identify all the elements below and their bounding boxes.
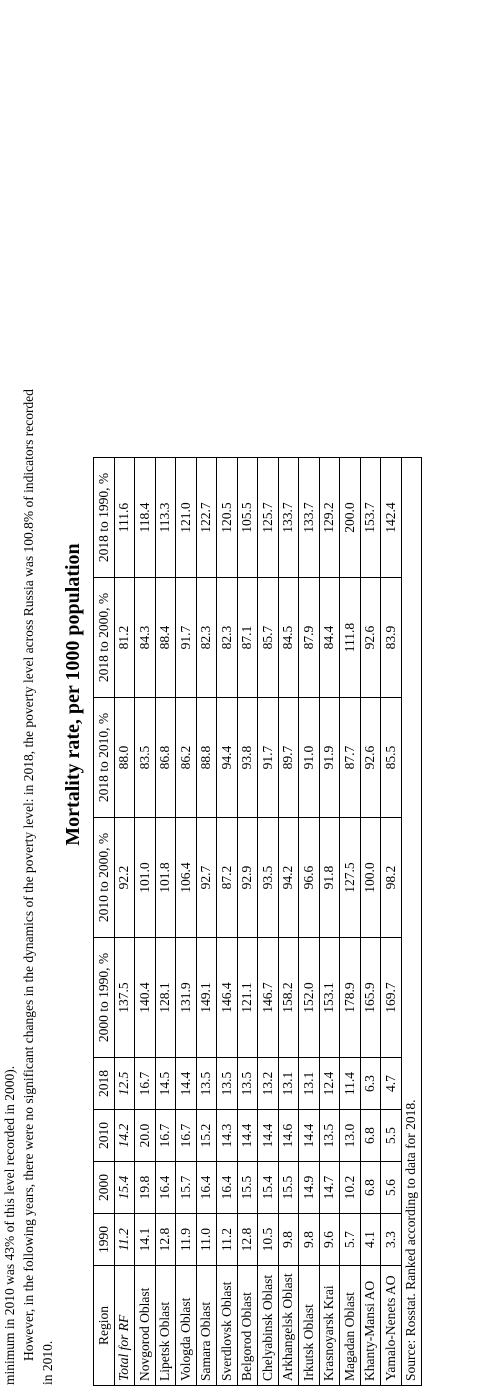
value-cell: 165.9 [360, 938, 381, 1058]
value-cell: 13.5 [217, 1058, 238, 1110]
value-cell: 14.4 [176, 1058, 197, 1110]
value-cell: 149.1 [196, 938, 217, 1058]
value-cell: 20.0 [135, 1110, 156, 1162]
value-cell: 11.9 [176, 1214, 197, 1266]
value-cell: 178.9 [340, 938, 361, 1058]
value-cell: 15.4 [258, 1162, 279, 1214]
value-cell: 81.2 [114, 578, 135, 698]
value-cell: 9.8 [278, 1214, 299, 1266]
value-cell: 6.8 [360, 1110, 381, 1162]
value-cell: 92.6 [360, 578, 381, 698]
value-cell: 131.9 [176, 938, 197, 1058]
table-row [360, 458, 381, 1386]
value-cell: 13.0 [340, 1110, 361, 1162]
value-cell: 15.2 [196, 1110, 217, 1162]
value-cell: 152.0 [299, 938, 320, 1058]
region-cell: Sverdlovsk Oblast [217, 1266, 238, 1386]
value-cell: 4.7 [381, 1058, 402, 1110]
region-cell: Lipetsk Oblast [155, 1266, 176, 1386]
source-row [401, 458, 422, 1386]
value-cell: 16.4 [155, 1162, 176, 1214]
value-cell: 15.5 [278, 1162, 299, 1214]
value-cell: 15.4 [114, 1162, 135, 1214]
value-cell: 146.7 [258, 938, 279, 1058]
value-cell: 10.2 [340, 1162, 361, 1214]
value-cell: 88.8 [196, 698, 217, 818]
value-cell: 11.4 [340, 1058, 361, 1110]
value-cell: 129.2 [319, 458, 340, 578]
value-cell: 87.7 [340, 698, 361, 818]
value-cell: 5.7 [340, 1214, 361, 1266]
column-header: 2018 to 1990, % [94, 458, 115, 578]
value-cell: 101.0 [135, 818, 156, 938]
value-cell: 146.4 [217, 938, 238, 1058]
value-cell: 19.8 [135, 1162, 156, 1214]
value-cell: 96.6 [299, 818, 320, 938]
value-cell: 92.2 [114, 818, 135, 938]
table-row [135, 458, 156, 1386]
value-cell: 128.1 [155, 938, 176, 1058]
column-header: 2000 to 1990, % [94, 938, 115, 1058]
value-cell: 93.8 [237, 698, 258, 818]
column-header: 2018 [94, 1058, 115, 1110]
value-cell: 14.4 [258, 1110, 279, 1162]
source-note: Source: Rosstat. Ranked according to data for 2018. [401, 458, 422, 1386]
value-cell: 91.7 [258, 698, 279, 818]
value-cell: 10.5 [258, 1214, 279, 1266]
value-cell: 158.2 [278, 938, 299, 1058]
value-cell: 14.2 [114, 1110, 135, 1162]
value-cell: 15.5 [237, 1162, 258, 1214]
paragraph-line: in 2010. [40, 1340, 55, 1385]
value-cell: 14.7 [319, 1162, 340, 1214]
table-header-row [94, 458, 115, 1386]
table-row [278, 458, 299, 1386]
table-row [217, 458, 238, 1386]
value-cell: 11.2 [217, 1214, 238, 1266]
value-cell: 13.1 [278, 1058, 299, 1110]
value-cell: 111.8 [340, 578, 361, 698]
value-cell: 5.6 [381, 1162, 402, 1214]
value-cell: 122.7 [196, 458, 217, 578]
value-cell: 153.7 [360, 458, 381, 578]
table-title: Mortality rate, per 1000 population [62, 543, 84, 846]
column-header: 2010 to 2000, % [94, 818, 115, 938]
value-cell: 13.5 [196, 1058, 217, 1110]
value-cell: 6.3 [360, 1058, 381, 1110]
value-cell: 200.0 [340, 458, 361, 578]
table-row [237, 458, 258, 1386]
table-row [381, 458, 402, 1386]
value-cell: 91.7 [176, 578, 197, 698]
value-cell: 120.5 [217, 458, 238, 578]
value-cell: 14.9 [299, 1162, 320, 1214]
value-cell: 13.5 [319, 1110, 340, 1162]
region-cell: Samara Oblast [196, 1266, 217, 1386]
value-cell: 153.1 [319, 938, 340, 1058]
value-cell: 16.7 [135, 1058, 156, 1110]
value-cell: 94.2 [278, 818, 299, 938]
table-row [258, 458, 279, 1386]
table-row [196, 458, 217, 1386]
region-cell: Krasnoyarsk Krai [319, 1266, 340, 1386]
value-cell: 91.0 [299, 698, 320, 818]
value-cell: 12.4 [319, 1058, 340, 1110]
value-cell: 92.9 [237, 818, 258, 938]
paragraph-line: minimum in 2010 was 43% of this level recorded in 2000). [2, 1065, 17, 1385]
value-cell: 142.4 [381, 458, 402, 578]
region-cell: Yamalo-Nenets AO [381, 1266, 402, 1386]
value-cell: 87.2 [217, 818, 238, 938]
value-cell: 88.0 [114, 698, 135, 818]
column-header: 2018 to 2010, % [94, 698, 115, 818]
value-cell: 84.3 [135, 578, 156, 698]
value-cell: 101.8 [155, 818, 176, 938]
mortality-table [93, 457, 422, 1386]
value-cell: 121.0 [176, 458, 197, 578]
value-cell: 84.4 [319, 578, 340, 698]
region-cell: Khanty-Mansi AO [360, 1266, 381, 1386]
value-cell: 16.4 [196, 1162, 217, 1214]
value-cell: 133.7 [299, 458, 320, 578]
value-cell: 4.1 [360, 1214, 381, 1266]
table-row [114, 458, 135, 1386]
value-cell: 14.4 [237, 1110, 258, 1162]
value-cell: 13.5 [237, 1058, 258, 1110]
value-cell: 12.8 [237, 1214, 258, 1266]
value-cell: 88.4 [155, 578, 176, 698]
value-cell: 85.5 [381, 698, 402, 818]
value-cell: 89.7 [278, 698, 299, 818]
value-cell: 14.1 [135, 1214, 156, 1266]
value-cell: 111.6 [114, 458, 135, 578]
table-row [319, 458, 340, 1386]
value-cell: 9.6 [319, 1214, 340, 1266]
value-cell: 137.5 [114, 938, 135, 1058]
value-cell: 14.3 [217, 1110, 238, 1162]
region-cell: Vologda Oblast [176, 1266, 197, 1386]
value-cell: 118.4 [135, 458, 156, 578]
region-cell: Chelyabinsk Oblast [258, 1266, 279, 1386]
value-cell: 86.8 [155, 698, 176, 818]
table-row [176, 458, 197, 1386]
region-cell: Magadan Oblast [340, 1266, 361, 1386]
value-cell: 86.2 [176, 698, 197, 818]
table-row [155, 458, 176, 1386]
value-cell: 13.1 [299, 1058, 320, 1110]
value-cell: 121.1 [237, 938, 258, 1058]
value-cell: 94.4 [217, 698, 238, 818]
value-cell: 6.8 [360, 1162, 381, 1214]
value-cell: 91.8 [319, 818, 340, 938]
region-cell: Belgorod Oblast [237, 1266, 258, 1386]
region-cell: Novgorod Oblast [135, 1266, 156, 1386]
value-cell: 14.4 [299, 1110, 320, 1162]
value-cell: 84.5 [278, 578, 299, 698]
column-header: 2018 to 2000, % [94, 578, 115, 698]
value-cell: 16.7 [176, 1110, 197, 1162]
value-cell: 12.8 [155, 1214, 176, 1266]
region-cell: Total for RF [114, 1266, 135, 1386]
value-cell: 16.4 [217, 1162, 238, 1214]
table-row [299, 458, 320, 1386]
value-cell: 100.0 [360, 818, 381, 938]
value-cell: 11.0 [196, 1214, 217, 1266]
value-cell: 83.9 [381, 578, 402, 698]
value-cell: 105.5 [237, 458, 258, 578]
value-cell: 3.3 [381, 1214, 402, 1266]
value-cell: 83.5 [135, 698, 156, 818]
value-cell: 169.7 [381, 938, 402, 1058]
value-cell: 106.4 [176, 818, 197, 938]
table-row [340, 458, 361, 1386]
value-cell: 127.5 [340, 818, 361, 938]
value-cell: 14.5 [155, 1058, 176, 1110]
value-cell: 16.7 [155, 1110, 176, 1162]
value-cell: 93.5 [258, 818, 279, 938]
value-cell: 87.1 [237, 578, 258, 698]
value-cell: 82.3 [217, 578, 238, 698]
value-cell: 15.7 [176, 1162, 197, 1214]
value-cell: 85.7 [258, 578, 279, 698]
value-cell: 82.3 [196, 578, 217, 698]
value-cell: 12.5 [114, 1058, 135, 1110]
value-cell: 13.2 [258, 1058, 279, 1110]
value-cell: 92.7 [196, 818, 217, 938]
value-cell: 91.9 [319, 698, 340, 818]
column-header: 1990 [94, 1214, 115, 1266]
region-cell: Arkhangelsk Oblast [278, 1266, 299, 1386]
value-cell: 125.7 [258, 458, 279, 578]
value-cell: 98.2 [381, 818, 402, 938]
value-cell: 9.8 [299, 1214, 320, 1266]
value-cell: 113.3 [155, 458, 176, 578]
column-header: 2000 [94, 1162, 115, 1214]
table-body [114, 458, 401, 1386]
value-cell: 133.7 [278, 458, 299, 578]
value-cell: 5.5 [381, 1110, 402, 1162]
value-cell: 11.2 [114, 1214, 135, 1266]
value-cell: 92.6 [360, 698, 381, 818]
value-cell: 14.6 [278, 1110, 299, 1162]
column-header: 2010 [94, 1110, 115, 1162]
column-header: Region [94, 1266, 115, 1386]
paragraph-line: However, in the following years, there were no significant changes in the dynamics of the poverty level: in 2018, the poverty level across Russia was 100.8% of indicators recorded [21, 389, 36, 1361]
value-cell: 140.4 [135, 938, 156, 1058]
region-cell: Irkutsk Oblast [299, 1266, 320, 1386]
value-cell: 87.9 [299, 578, 320, 698]
